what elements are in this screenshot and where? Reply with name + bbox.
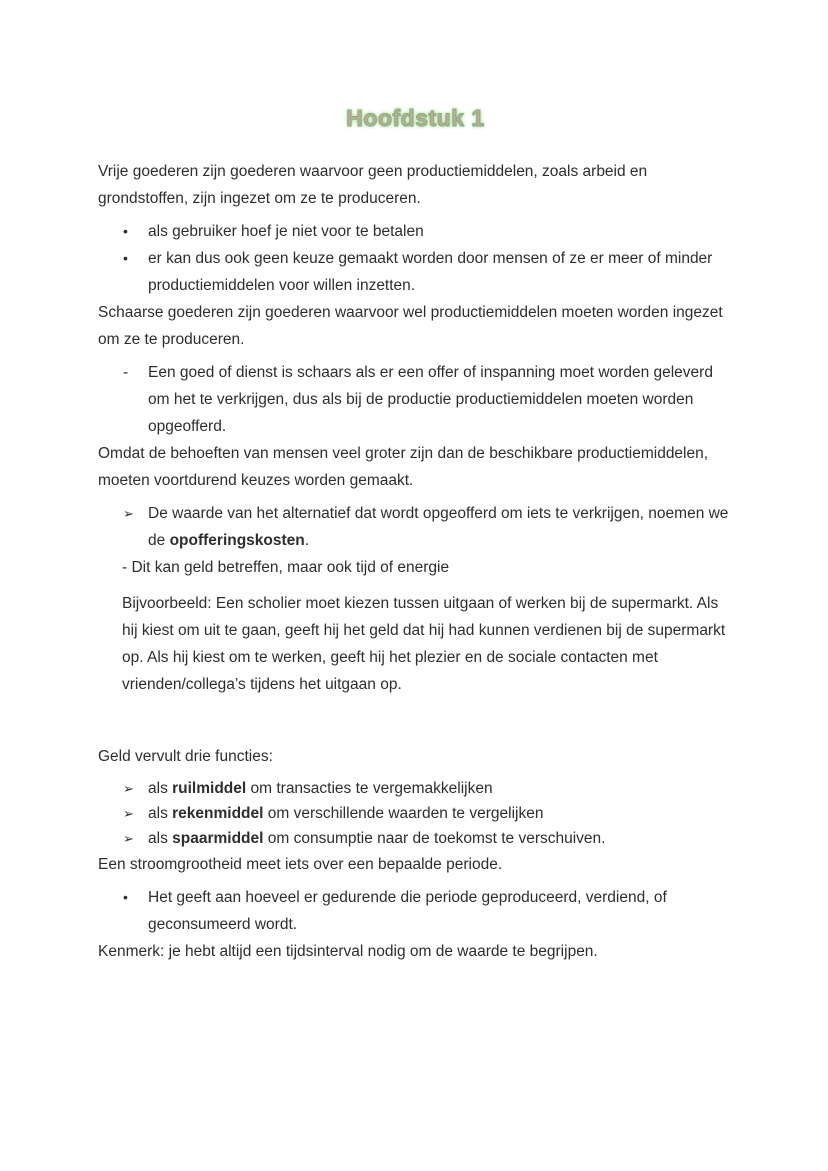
list-item-text [148,805,543,822]
list-item-text-post: . [304,532,310,549]
list-item-text-post: om consumptie naar de toekomst te verschuiven. [263,830,606,847]
bullet-icon: • [123,250,128,266]
list-item-text-post: om transacties te vergemakkelijken [246,780,493,797]
keyword-opofferingskosten: opofferingskosten [169,532,305,549]
list-item [98,500,733,554]
paragraph-vrije-goederen: Vrije goederen zijn goederen waarvoor geen productiemiddelen, zoals arbeid en grondstoffen, zijn ingezet om ze te produceren. [98,163,648,207]
paragraph-keuzes: Omdat de behoeften van mensen veel groter zijn dan de beschikbare productiemiddelen, moeten voortdurend keuzes worden gemaakt. [98,445,709,489]
bullet-list-vrije-goederen [98,218,733,299]
list-item [98,245,733,299]
list-item-text-post: om verschillende waarden te vergelijken [263,805,544,822]
dash-list-schaarse-goederen [98,359,733,440]
list-item-text-pre: De waarde van het alternatief dat wordt opgeofferd om iets te verkrijgen, noemen we de [148,505,729,549]
list-item-text-pre: als [148,830,173,847]
list-item-text: Een goed of dienst is schaars als er een offer of inspanning moet worden geleverd om het te verkrijgen, dus als bij de productie productiemiddelen moeten worden opgeofferd. [148,364,713,435]
arrow-list-opofferingskosten [98,500,733,554]
paragraph-geld-functies: Geld vervult drie functies: [98,748,273,765]
document-content [98,105,733,965]
list-item [98,801,733,826]
list-item [98,776,733,801]
paragraph-voorbeeld: Bijvoorbeeld: Een scholier moet kiezen tussen uitgaan of werken bij de supermarkt. Als hij kiest om uit te gaan, geeft hij het geld dat hij had kunnen verdienen bij de supermarkt op. Als hij kiest om te werken, geeft hij het plezier en de sociale contacten met vrienden/collega’s tijdens het uitgaan op. [122,595,726,693]
list-item-text: Het geeft aan hoeveel er gedurende die periode geproduceerd, verdiend, of geconsumeerd wordt. [148,889,667,933]
list-item-text [148,505,728,549]
paragraph-kenmerk: Kenmerk: je hebt altijd een tijdsinterval nodig om de waarde te begrijpen. [98,943,598,960]
paragraph-schaarse-goederen: Schaarse goederen zijn goederen waarvoor wel productiemiddelen moeten worden ingezet om ze te produceren. [98,304,723,348]
paragraph-stroomgrootheid: Een stroomgrootheid meet iets over een bepaalde periode. [98,856,503,873]
arrow-icon: ➢ [123,806,134,821]
arrow-icon: ➢ [123,831,134,846]
bullet-icon: • [123,223,128,239]
dash-icon: - [123,364,129,381]
list-item [98,884,733,938]
keyword-rekenmiddel: rekenmiddel [172,805,264,822]
arrow-icon: ➢ [123,781,134,796]
list-item-text: er kan dus ook geen keuze gemaakt worden door mensen of ze er meer of minder productiemiddelen voor willen inzetten. [148,250,713,294]
list-item-text: als gebruiker hoef je niet voor te betalen [148,223,424,240]
bullet-icon: • [123,889,128,905]
chapter-title: Hoofdstuk 1 [346,105,485,131]
bullet-list-stroomgrootheid [98,884,733,938]
note-geld-tijd-energie: - Dit kan geld betreffen, maar ook tijd of energie [122,559,450,576]
list-item-text [148,780,493,797]
list-item-text-pre: als [148,805,173,822]
keyword-spaarmiddel: spaarmiddel [172,830,264,847]
arrow-list-geld-functies [98,776,733,851]
list-item [98,359,733,440]
list-item-text-pre: als [148,780,173,797]
keyword-ruilmiddel: ruilmiddel [172,780,247,797]
list-item [98,826,733,851]
list-item-text [148,830,605,847]
arrow-icon: ➢ [123,506,134,521]
list-item [98,218,733,245]
